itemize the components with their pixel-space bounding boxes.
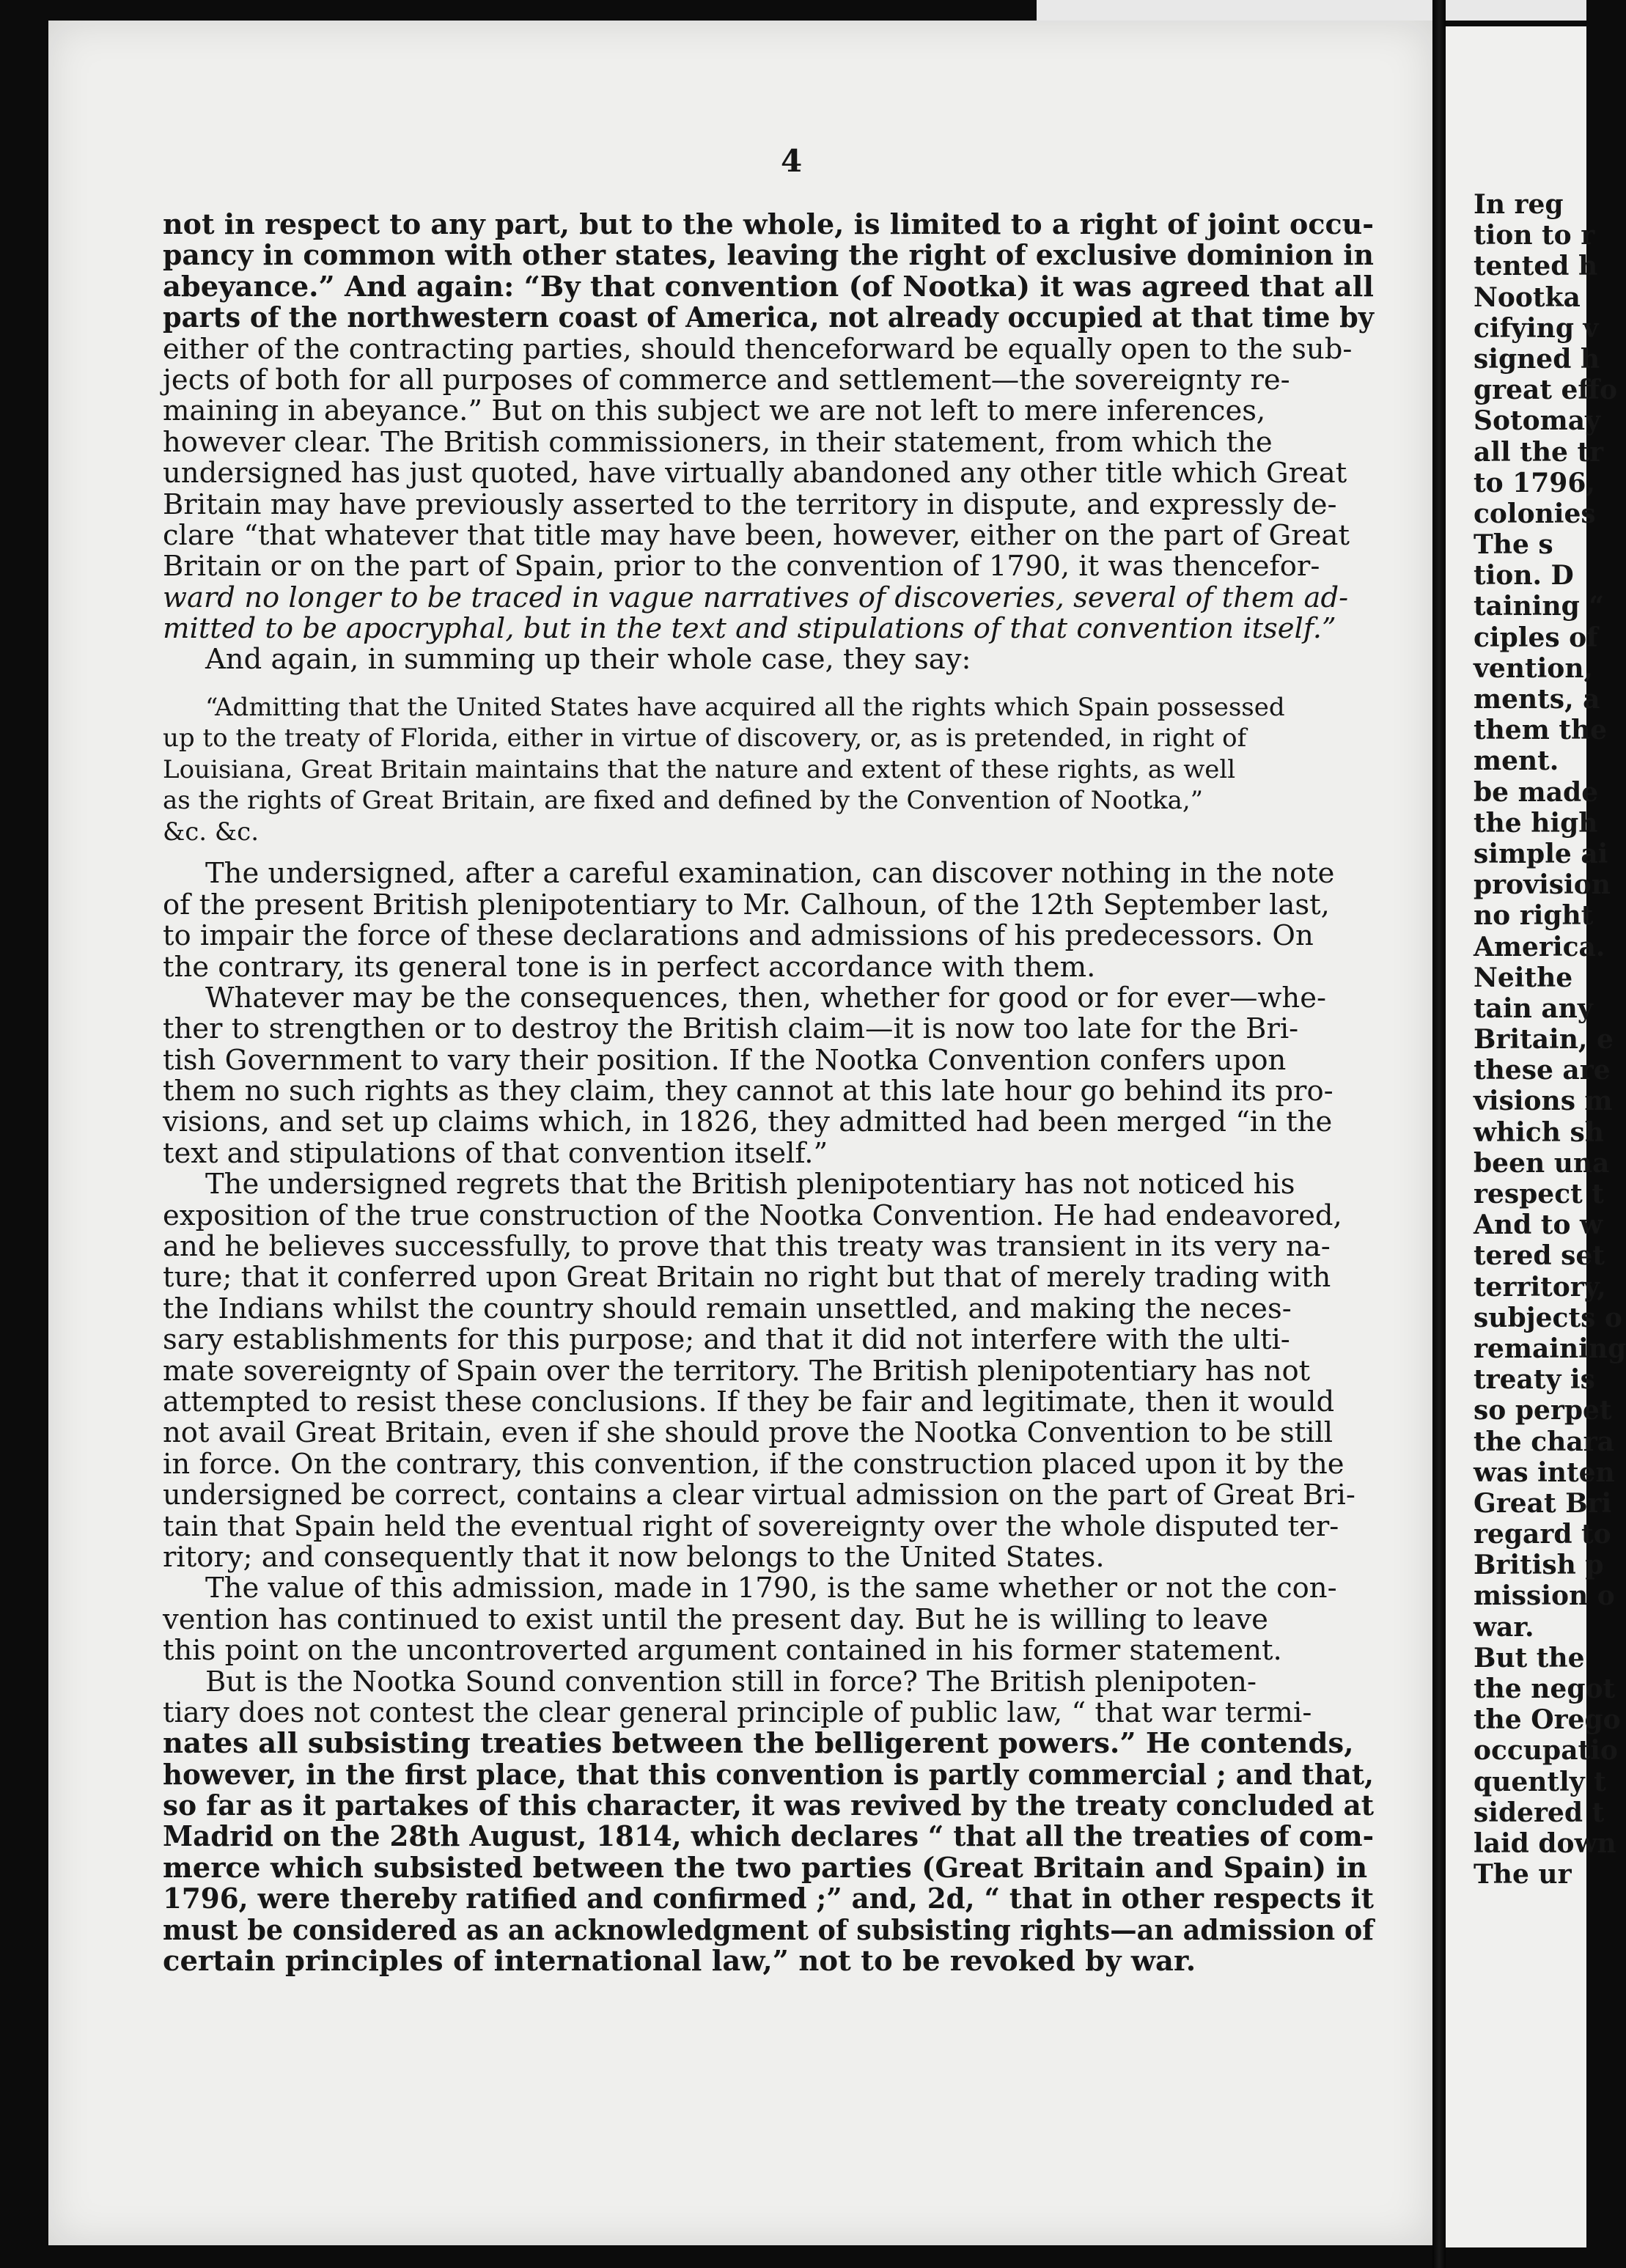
facing-text-line: tented h <box>1474 251 1598 282</box>
facing-text-line: war. <box>1474 1611 1534 1643</box>
facing-text-line: tion to r <box>1474 220 1595 251</box>
facing-text-line: respect t <box>1474 1179 1604 1210</box>
text-line: “Admitting that the United States have acquired all the rights which Spain possessed <box>205 692 1285 722</box>
text-line: them no such rights as they claim, they cannot at this late hour go behind its pro- <box>163 1075 1333 1108</box>
facing-text-line: But the <box>1474 1642 1585 1674</box>
facing-text-line: remaining <box>1474 1333 1626 1364</box>
text-line: The undersigned regrets that the British plenipotentiary has not noticed his <box>205 1168 1295 1201</box>
facing-text-line: treaty is <box>1474 1364 1595 1396</box>
facing-text-line: vention, <box>1474 652 1594 684</box>
facing-text-line: The ur <box>1474 1859 1572 1890</box>
text-line: however clear. The British commissioners, in their statement, from which the <box>163 425 1273 459</box>
facing-text-line: the negot <box>1474 1674 1616 1704</box>
text-line: parts of the northwestern coast of America, not already occupied at that time by <box>163 301 1374 335</box>
facing-text-line: no right <box>1474 900 1594 932</box>
page-gutter <box>1432 0 1446 2268</box>
text-line: mitted to be apocryphal, but in the text and stipulations of that convention itself.” <box>163 612 1336 646</box>
facing-text-line: Great Bri <box>1474 1487 1612 1519</box>
text-line: maining in abeyance.” But on this subject we are not left to mere inferences, <box>163 394 1266 428</box>
text-line: tish Government to vary their position. If the Nootka Convention confers upon <box>163 1043 1287 1077</box>
facing-text-line: laid down <box>1474 1827 1616 1859</box>
text-line: as the rights of Great Britain, are fixed and defined by the Convention of Nootka,” <box>163 786 1204 816</box>
text-line: abeyance.” And again: “By that convention (of Nootka) it was agreed that all <box>163 270 1374 303</box>
text-line: text and stipulations of that convention itself.” <box>163 1136 828 1170</box>
facing-text-line: was inten <box>1474 1457 1615 1488</box>
facing-text-line: The s <box>1474 529 1553 561</box>
facing-text-line: tain any <box>1474 993 1593 1024</box>
facing-text-line: ciples of <box>1474 622 1598 653</box>
facing-text-line: territory, <box>1474 1271 1606 1303</box>
text-line: the contrary, its general tone is in perfect accordance with them. <box>163 950 1096 984</box>
text-line: ward no longer to be traced in vague narratives of discoveries, several of them ad- <box>163 581 1349 614</box>
text-line: 1796, were thereby ratified and confirmed ;” and, 2d, “ that in other respects it <box>163 1882 1374 1916</box>
facing-text-line: sidered t <box>1474 1797 1605 1828</box>
facing-text-line: Sotomay <box>1474 405 1600 437</box>
text-line: however, in the first place, that this convention is partly commercial ; and that, <box>163 1758 1374 1792</box>
text-line: nates all subsisting treaties between the belligerent powers.” He contends, <box>163 1727 1354 1761</box>
text-line: certain principles of international law,” not to be revoked by war. <box>163 1945 1196 1978</box>
facing-text-line: tion. D <box>1474 560 1574 592</box>
facing-text-line: Neithe <box>1474 962 1573 993</box>
text-line: ther to strengthen or to destroy the British claim—it is now too late for the Bri- <box>163 1012 1299 1046</box>
facing-text-line: Nootka <box>1474 281 1581 313</box>
facing-text-line: so perpet <box>1474 1395 1612 1426</box>
facing-text-line: the Orego <box>1474 1704 1621 1736</box>
scan-top-strip <box>1037 0 1586 21</box>
facing-text-line: which sh <box>1474 1116 1604 1148</box>
text-line: Madrid on the 28th August, 1814, which declares “ that all the treaties of com- <box>163 1820 1374 1854</box>
facing-text-line: mission o <box>1474 1580 1615 1612</box>
facing-text-line: them the <box>1474 715 1608 746</box>
text-line: the Indians whilst the country should remain unsettled, and making the neces- <box>163 1292 1292 1325</box>
text-line: not in respect to any part, but to the whole, is limited to a right of joint occu- <box>163 208 1374 241</box>
text-line: tain that Spain held the eventual right of sovereignty over the whole disputed ter- <box>163 1509 1339 1543</box>
text-line: sary establishments for this purpose; and that it did not interfere with the ulti- <box>163 1323 1290 1357</box>
facing-text-line: to 1796, <box>1474 467 1595 498</box>
facing-text-line: signed h <box>1474 343 1600 375</box>
text-line: Britain may have previously asserted to the territory in dispute, and expressly de- <box>163 487 1337 521</box>
text-line: attempted to resist these conclusions. If they be fair and legitimate, then it would <box>163 1385 1335 1418</box>
facing-text-line: ments, a <box>1474 684 1600 715</box>
facing-text-line: tered set <box>1474 1240 1605 1272</box>
text-line: of the present British plenipotentiary to Mr. Calhoun, of the 12th September last, <box>163 888 1330 921</box>
text-line: The value of this admission, made in 1790, is the same whether or not the con- <box>205 1572 1337 1605</box>
text-line: mate sovereignty of Spain over the territory. The British plenipotentiary has not <box>163 1354 1311 1388</box>
facing-text-line: subjects o <box>1474 1302 1622 1333</box>
facing-text-line: visions m <box>1474 1086 1613 1117</box>
text-line: pancy in common with other states, leaving the right of exclusive dominion in <box>163 239 1374 273</box>
facing-text-line: cifying v <box>1474 312 1599 344</box>
facing-text-line: America. <box>1474 931 1605 962</box>
facing-text-line: And to w <box>1474 1210 1603 1241</box>
text-line: &c. &c. <box>163 817 260 847</box>
facing-text-line: occupatio <box>1474 1735 1618 1767</box>
facing-text-line: colonies <box>1474 498 1596 529</box>
text-line: The undersigned, after a careful examination, can discover nothing in the note <box>205 857 1335 891</box>
text-line: and he believes successfully, to prove that this treaty was transient in its very na- <box>163 1230 1331 1264</box>
text-line: to impair the force of these declarations and admissions of his predecessors. On <box>163 919 1314 953</box>
facing-text-line: Britain, e <box>1474 1024 1614 1056</box>
text-line: ture; that it conferred upon Great Britain no right but that of merely trading with <box>163 1261 1331 1295</box>
facing-text-line: been una <box>1474 1147 1610 1179</box>
facing-text-line: simple ai <box>1474 838 1608 869</box>
facing-text-line: these are <box>1474 1055 1611 1086</box>
facing-text-line: be made <box>1474 776 1599 808</box>
text-line: in force. On the contrary, this convention, if the construction placed upon it by the <box>163 1447 1344 1481</box>
text-line: vention has continued to exist until the present day. But he is willing to leave <box>163 1602 1268 1636</box>
text-line: tiary does not contest the clear general principle of public law, “ that war termi- <box>163 1696 1312 1729</box>
facing-text-line: all the tr <box>1474 436 1604 468</box>
text-line: not avail Great Britain, even if she should prove the Nootka Convention to be still <box>163 1416 1333 1450</box>
page-number: 4 <box>781 143 803 179</box>
text-line: jects of both for all purposes of commerce and settlement—the sovereignty re- <box>163 363 1290 397</box>
facing-text-line: provision <box>1474 869 1611 901</box>
text-line: exposition of the true construction of the Nootka Convention. He had endeavored, <box>163 1199 1342 1232</box>
facing-page-text <box>1474 189 1626 1890</box>
facing-text-line: British p <box>1474 1550 1604 1581</box>
text-line: merce which subsisted between the two parties (Great Britain and Spain) in <box>163 1851 1368 1885</box>
text-line: Britain or on the part of Spain, prior to the convention of 1790, it was thencefor- <box>163 550 1320 583</box>
facing-text-line: taining “ <box>1474 591 1605 622</box>
text-line: Louisiana, Great Britain maintains that the nature and extent of these rights, as well <box>163 754 1236 784</box>
text-line: ritory; and consequently that it now belongs to the United States. <box>163 1540 1105 1574</box>
body-text <box>163 210 1374 1977</box>
text-line: this point on the uncontroverted argument contained in his former statement. <box>163 1634 1282 1668</box>
facing-text-line: great effo <box>1474 375 1617 406</box>
text-line: undersigned has just quoted, have virtually abandoned any other title which Great <box>163 457 1347 490</box>
text-line: Whatever may be the consequences, then, whether for good or for ever—whe- <box>205 981 1327 1015</box>
text-line: undersigned be correct, contains a clear virtual admission on the part of Great Bri- <box>163 1479 1355 1512</box>
text-line: visions, and set up claims which, in 1826, they admitted had been merged “in the <box>163 1105 1333 1139</box>
text-line: either of the contracting parties, should thenceforward be equally open to the sub- <box>163 332 1353 366</box>
text-line: so far as it partakes of this character, it was revived by the treaty concluded at <box>163 1789 1374 1823</box>
facing-text-line: the high <box>1474 807 1598 839</box>
text-line: must be considered as an acknowledgment of subsisting rights—an admission of <box>163 1913 1374 1947</box>
facing-text-line: ment. <box>1474 745 1559 777</box>
facing-text-line: regard to <box>1474 1519 1611 1550</box>
text-line: But is the Nootka Sound convention still in force? The British plenipoten- <box>205 1665 1257 1698</box>
facing-text-line: quently t <box>1474 1766 1606 1797</box>
facing-text-line: the chara <box>1474 1426 1614 1457</box>
text-line: clare “that whatever that title may have been, however, either on the part of Great <box>163 518 1350 552</box>
text-line: And again, in summing up their whole case, they say: <box>205 643 971 677</box>
text-line: up to the treaty of Florida, either in virtue of discovery, or, as is pretended, in right of <box>163 724 1247 754</box>
facing-text-line: In reg <box>1474 189 1564 220</box>
